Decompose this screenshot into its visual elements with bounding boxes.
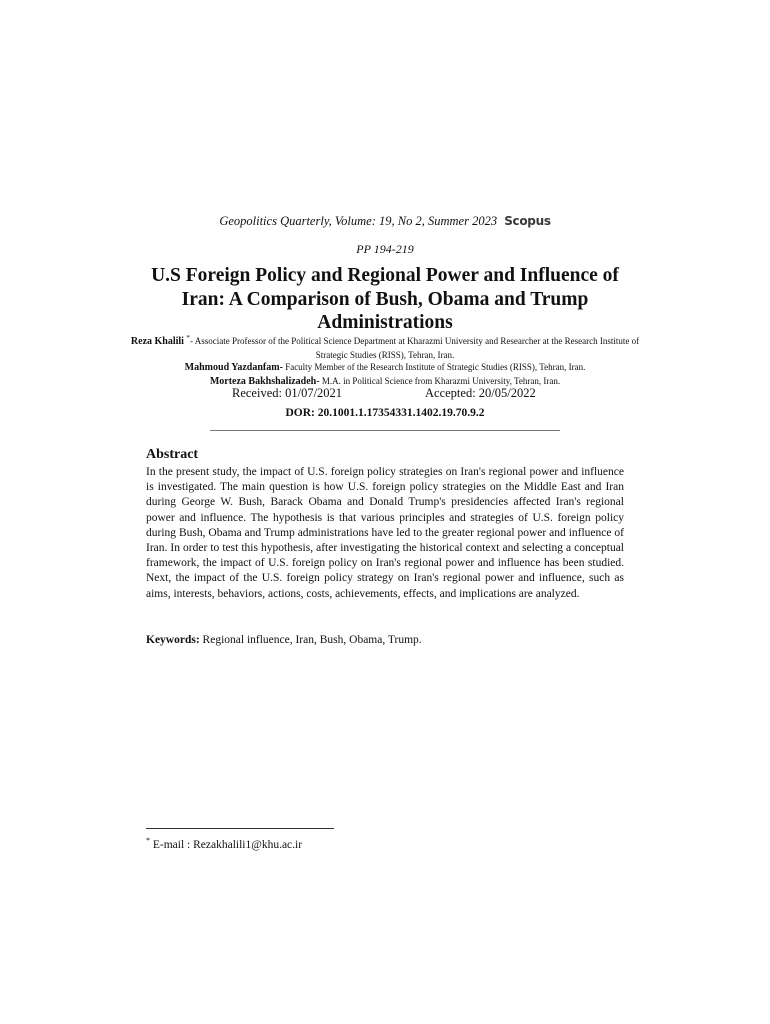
author-separator: - (279, 362, 283, 373)
scopus-logo: Scopus (504, 214, 551, 228)
author-email: E-mail : Rezakhalili1@khu.ac.ir (152, 838, 303, 851)
author-name: Morteza Bakhshalizadeh (209, 375, 317, 387)
abstract-text: In the present study, the impact of U.S. foreign policy strategies on Iran's regional power and influence is investigated. The main question is how U.S. foreign policy strategies on the Middle East and Iran during George W. Bush, Barack Obama and Donald Trump's presidencies affected Iran's regional power and influence. The hypothesis is that various principles and strategies of U.S. foreign policy during Bush, Obama and Trump administrations have led to the greater regional power and influence of Iran. In order to test this hypothesis, after investigating the historical context and selecting a conceptual framework, the impact of U.S. foreign policy on Iran's regional power and influence has been studied. Next, the impact of the U.S. foreign policy strategy on Iran's regional power and influence, such as aims, interests, behaviors, actions, costs, achievements, effects, and implications are analyzed. (146, 466, 624, 600)
article-title: U.S Foreign Policy and Regional Power and Influence of Iran: A Comparison of Bush, Obama and Trump Administrations (151, 265, 619, 333)
keywords (146, 634, 624, 646)
accepted-date: Accepted: 20/05/2022 (425, 386, 536, 400)
author-affiliation: Faculty Member of the Research Institute of Strategic Studies (RISS), Tehran, Iran. (285, 362, 586, 372)
author-affiliation: M.A. in Political Science from Kharazmi University, Tehran, Iran. (321, 375, 561, 386)
author-entry (130, 332, 640, 361)
footnote (146, 836, 302, 851)
author-entry (130, 361, 640, 375)
author-separator: - (189, 336, 193, 346)
corresponding-author-mark: * (186, 333, 190, 342)
author-name: Mahmoud Yazdanfam (184, 362, 280, 373)
author-list (130, 332, 640, 388)
journal-citation: Geopolitics Quarterly, Volume: 19, No 2, Summer 2023 (219, 214, 498, 228)
author-affiliation: Associate Professor of the Political Science Department at Kharazmi University and Researcher at the Research Institute of Strategic Studies (RISS), Tehran, Iran. (194, 336, 640, 360)
author-entry (130, 375, 640, 389)
author-separator: - (316, 375, 320, 387)
page-range: PP 194-219 (356, 242, 414, 256)
abstract-heading: Abstract (146, 447, 199, 462)
author-name: Reza Khalili (130, 336, 184, 347)
dor-identifier: DOR: 20.1001.1.17354331.1402.19.70.9.2 (285, 407, 485, 419)
journal-header (0, 214, 770, 229)
keywords-value: Regional influence, Iran, Bush, Obama, Trump. (202, 634, 422, 646)
section-divider (210, 430, 560, 431)
footnote-mark: * (146, 836, 150, 845)
footnote-divider (146, 828, 334, 829)
received-date: Received: 01/07/2021 (232, 386, 343, 400)
keywords-label: Keywords: (146, 634, 200, 646)
